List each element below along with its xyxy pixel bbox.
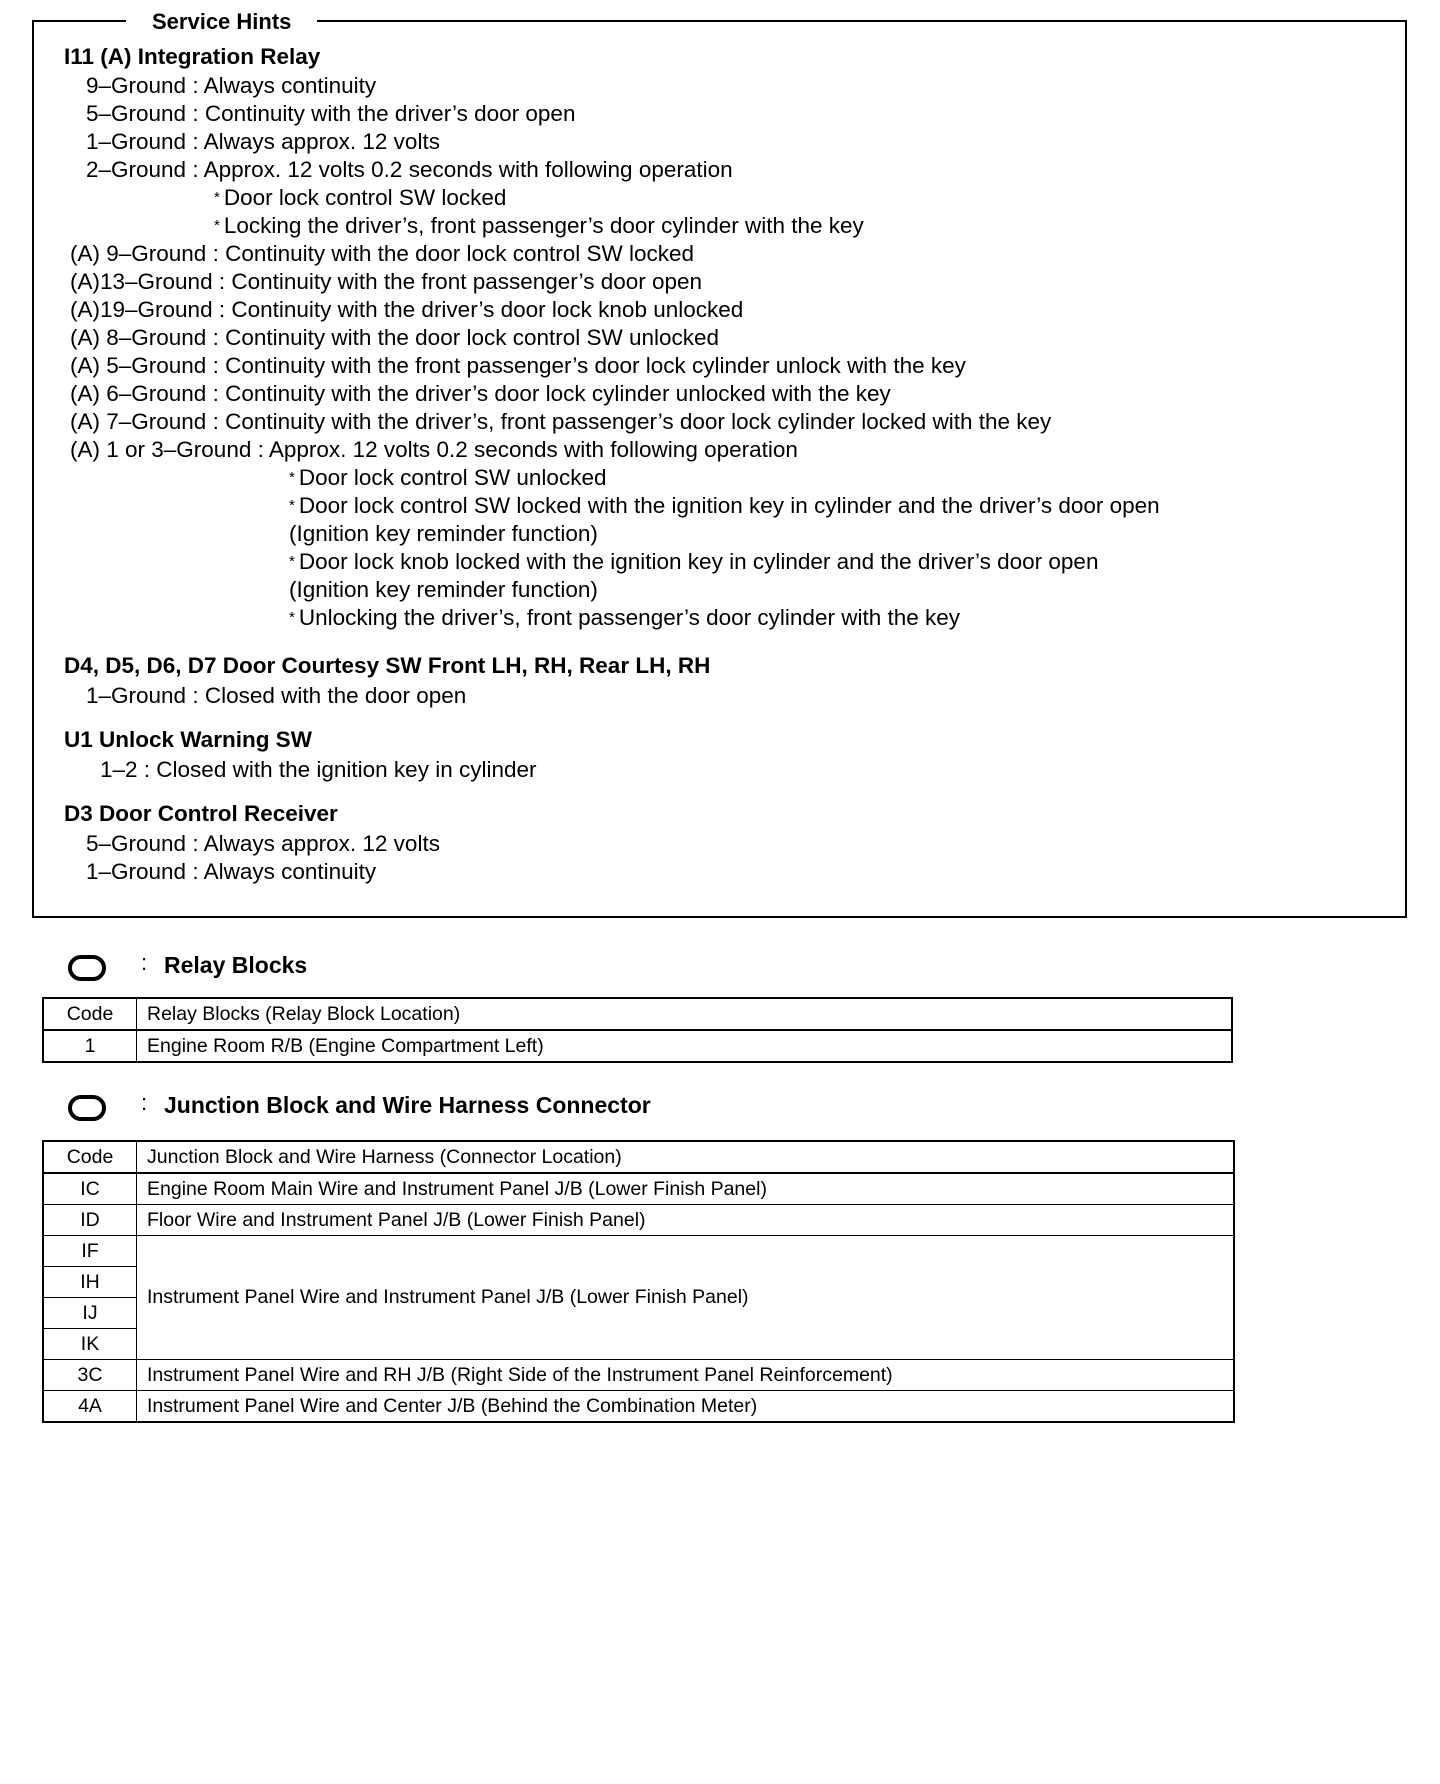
row-desc: Instrument Panel Wire and Instrument Panel J/B (Lower Finish Panel) xyxy=(137,1236,1235,1360)
hint-line: 2–Ground : Approx. 12 volts 0.2 seconds with following operation xyxy=(86,157,733,182)
hint-bullet-line: * Unlocking the driver’s, front passenger’s door cylinder with the key xyxy=(289,605,961,630)
row-code: 1 xyxy=(43,1030,137,1062)
hint-line: (A) 8–Ground : Continuity with the door lock control SW unlocked xyxy=(70,325,720,350)
row-desc: Instrument Panel Wire and RH J/B (Right Side of the Instrument Panel Reinforcement) xyxy=(137,1360,1235,1391)
row-code: IH xyxy=(43,1267,137,1298)
table-row xyxy=(43,1205,1234,1236)
junction-block-symbol-icon xyxy=(68,1095,106,1121)
hint-line: 1–Ground : Closed with the door open xyxy=(86,683,467,708)
service-hints-box xyxy=(32,9,1407,918)
hint-bullet-line: * Door lock knob locked with the ignition key in cylinder and the driver’s door open xyxy=(289,549,1099,574)
hint-line: 1–2 : Closed with the ignition key in cylinder xyxy=(100,757,537,782)
service-hints-title: Service Hints xyxy=(126,10,317,34)
hint-line: (A) 9–Ground : Continuity with the door lock control SW locked xyxy=(70,241,695,266)
section-heading-door-courtesy-sw: D4, D5, D6, D7 Door Courtesy SW Front LH, RH, Rear LH, RH xyxy=(64,653,711,678)
bullet-icon: * xyxy=(289,469,295,486)
hint-line: (A) 1 or 3–Ground : Approx. 12 volts 0.2 seconds with following operation xyxy=(70,437,798,462)
bullet-icon: * xyxy=(289,609,295,626)
relay-block-symbol-icon xyxy=(68,955,106,981)
bullet-icon: * xyxy=(214,217,220,234)
bullet-icon: * xyxy=(214,189,220,206)
row-desc: Engine Room Main Wire and Instrument Panel J/B (Lower Finish Panel) xyxy=(137,1173,1235,1205)
row-code: IC xyxy=(43,1173,137,1205)
table-header-row xyxy=(43,1141,1234,1173)
table-row xyxy=(43,1360,1234,1391)
row-code: 4A xyxy=(43,1391,137,1423)
section-heading-door-control-receiver: D3 Door Control Receiver xyxy=(64,801,338,826)
hint-line: (A)19–Ground : Continuity with the driver’s door lock knob unlocked xyxy=(70,297,744,322)
header-code: Code xyxy=(43,1141,137,1173)
row-code: 3C xyxy=(43,1360,137,1391)
hint-line: 1–Ground : Always continuity xyxy=(86,859,377,884)
section-heading-unlock-warning-sw: U1 Unlock Warning SW xyxy=(64,727,312,752)
table-row xyxy=(43,1173,1234,1205)
legend-colon: : xyxy=(141,950,148,975)
table-row xyxy=(43,1391,1234,1423)
row-code: IJ xyxy=(43,1298,137,1329)
row-desc: Floor Wire and Instrument Panel J/B (Lower Finish Panel) xyxy=(137,1205,1235,1236)
hint-line: 5–Ground : Always approx. 12 volts xyxy=(86,831,440,856)
hint-bullet-line: * Door lock control SW unlocked xyxy=(289,465,607,490)
hint-bullet-line: * Door lock control SW locked xyxy=(214,185,507,210)
junction-blocks-label: Junction Block and Wire Harness Connector xyxy=(164,1092,651,1118)
legend-colon: : xyxy=(141,1090,148,1115)
hint-bullet-line: * Locking the driver’s, front passenger’s door cylinder with the key xyxy=(214,213,864,238)
hint-line: 1–Ground : Always approx. 12 volts xyxy=(86,129,440,154)
header-code: Code xyxy=(43,998,137,1030)
row-desc: Engine Room R/B (Engine Compartment Left) xyxy=(137,1030,1233,1062)
relay-blocks-table xyxy=(42,997,1233,1063)
row-desc: Instrument Panel Wire and Center J/B (Behind the Combination Meter) xyxy=(137,1391,1235,1423)
junction-blocks-table xyxy=(42,1140,1235,1423)
row-code: IF xyxy=(43,1236,137,1267)
bullet-icon: * xyxy=(289,553,295,570)
section-heading-integration-relay: I11 (A) Integration Relay xyxy=(64,44,321,69)
hint-line: (A)13–Ground : Continuity with the front passenger’s door open xyxy=(70,269,703,294)
row-code: ID xyxy=(43,1205,137,1236)
header-desc: Junction Block and Wire Harness (Connector Location) xyxy=(137,1141,1235,1173)
table-row xyxy=(43,1236,1234,1267)
table-row xyxy=(43,1030,1232,1062)
hint-line: (Ignition key reminder function) xyxy=(289,577,598,602)
hint-line: (A) 5–Ground : Continuity with the front passenger’s door lock cylinder unlock with the key xyxy=(70,353,966,378)
row-code: IK xyxy=(43,1329,137,1360)
hint-line: (A) 6–Ground : Continuity with the driver’s door lock cylinder unlocked with the key xyxy=(70,381,891,406)
hint-line: 9–Ground : Always continuity xyxy=(86,73,377,98)
header-desc: Relay Blocks (Relay Block Location) xyxy=(137,998,1233,1030)
hint-line: (A) 7–Ground : Continuity with the driver’s, front passenger’s door lock cylinder locked with the key xyxy=(70,409,1052,434)
bullet-icon: * xyxy=(289,497,295,514)
hint-bullet-line: * Door lock control SW locked with the ignition key in cylinder and the driver’s door open xyxy=(289,493,1160,518)
relay-blocks-label: Relay Blocks xyxy=(164,952,308,978)
table-header-row xyxy=(43,998,1232,1030)
hint-line: (Ignition key reminder function) xyxy=(289,521,598,546)
hint-line: 5–Ground : Continuity with the driver’s door open xyxy=(86,101,576,126)
